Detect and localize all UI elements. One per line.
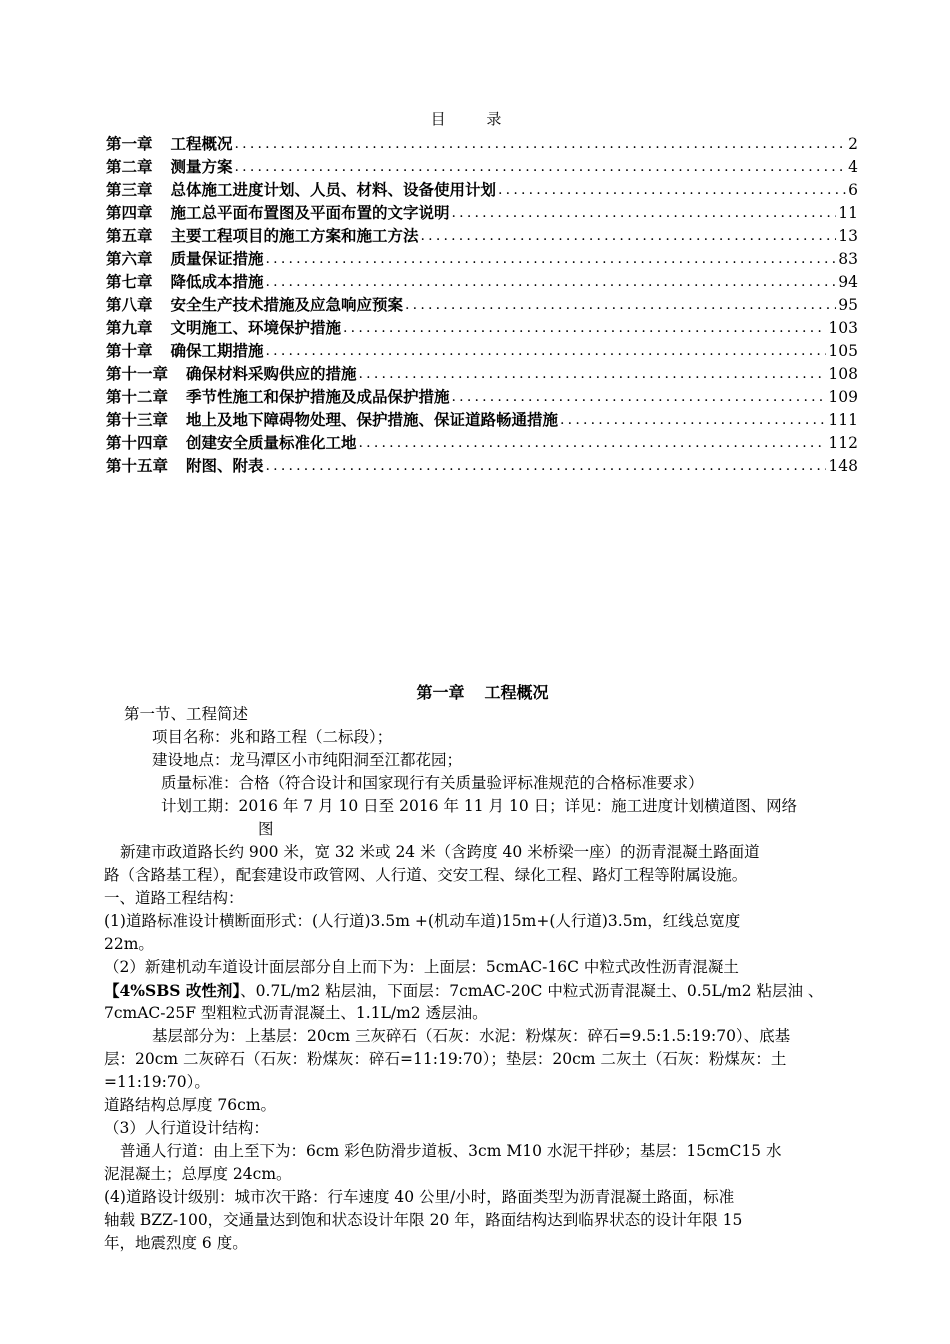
item2-line-3: 7cmAC-25F 型粗粒式沥青混凝土、1.1L/m2 透层油。 (104, 1004, 488, 1022)
item2-line-2-rest: 、0.7L/m2 粘层油，下面层：7cmAC-20C 中粒式沥青混凝土、0.5L/m2 粘层油 、 (240, 982, 824, 1000)
toc-entry[interactable] (106, 246, 858, 269)
toc-chapter-title: 测量方案 (170, 157, 233, 176)
toc-entry-heading (106, 456, 264, 476)
toc-page-number: 94 (838, 273, 858, 291)
schedule-line-2: 图 (258, 820, 274, 838)
toc-entry[interactable] (106, 154, 858, 177)
toc-dot-leader (452, 387, 827, 407)
toc-chapter-title: 附图、附表 (186, 456, 264, 475)
toc-entry[interactable] (106, 200, 858, 223)
toc-chapter-title: 安全生产技术措施及应急响应预案 (170, 295, 404, 314)
toc-chapter-title: 工程概况 (170, 134, 233, 153)
toc-chapter-number: 第十三章 (106, 410, 169, 429)
table-of-contents (106, 131, 858, 476)
toc-entry-heading (106, 203, 450, 223)
toc-page-number: 11 (838, 204, 858, 222)
toc-page-number: 13 (838, 227, 858, 245)
toc-page-number: 4 (848, 158, 858, 176)
toc-dot-leader (235, 157, 847, 177)
toc-entry[interactable] (106, 430, 858, 453)
toc-dot-leader (452, 203, 837, 223)
toc-page-number: 103 (828, 319, 858, 337)
toc-chapter-title: 质量保证措施 (170, 249, 264, 268)
toc-dot-leader (235, 134, 847, 154)
toc-entry-heading (106, 272, 264, 292)
item3-line-2: 泥混凝土；总厚度 24cm。 (104, 1165, 292, 1183)
road-structure-title: 一、道路工程结构： (104, 889, 244, 907)
toc-dot-leader (266, 272, 837, 292)
total-thickness: 道路结构总厚度 76cm。 (104, 1096, 277, 1114)
toc-page-number: 2 (848, 135, 858, 153)
toc-page-number: 95 (838, 296, 858, 314)
toc-dot-leader (266, 249, 837, 269)
item2-line-2 (104, 979, 823, 1003)
toc-chapter-number: 第六章 (106, 249, 153, 268)
toc-chapter-title: 地上及地下障碍物处理、保护措施、保证道路畅通措施 (186, 410, 559, 429)
toc-entry-heading (106, 364, 357, 384)
section-title: 第一节、工程简述 (124, 705, 249, 723)
toc-chapter-number: 第十二章 (106, 387, 169, 406)
item4-line-1: (4)道路设计级别：城市次干路：行车速度 40 公里/小时，路面类型为沥青混凝土路面，标准 (104, 1188, 735, 1206)
item3-line-1: 普通人行道：由上至下为：6cm 彩色防滑步道板、3cm M10 水泥干拌砂；基层：15cmC15 水 (120, 1142, 782, 1160)
toc-entry-heading (106, 433, 357, 453)
toc-page-number: 148 (828, 457, 858, 475)
toc-page-number: 83 (838, 250, 858, 268)
item4-line-3: 年，地震烈度 6 度。 (104, 1234, 248, 1252)
toc-chapter-number: 第十一章 (106, 364, 169, 383)
toc-chapter-number: 第七章 (106, 272, 153, 291)
toc-entry[interactable] (106, 177, 858, 200)
toc-chapter-number: 第十章 (106, 341, 153, 360)
toc-entry[interactable] (106, 384, 858, 407)
toc-entry-heading (106, 226, 419, 246)
description-line-1: 新建市政道路长约 900 米，宽 32 米或 24 米（含跨度 40 米桥梁一座）的沥青混凝土路面道 (120, 843, 760, 861)
toc-dot-leader (498, 180, 846, 200)
toc-dot-leader (266, 456, 827, 476)
description-line-2: 路（含路基工程），配套建设市政管网、人行道、交安工程、绿化工程、路灯工程等附属设施。 (104, 866, 748, 884)
toc-chapter-title: 施工总平面布置图及平面布置的文字说明 (170, 203, 450, 222)
toc-chapter-title: 总体施工进度计划、人员、材料、设备使用计划 (170, 180, 497, 199)
project-name: 项目名称：兆和路工程（二标段）； (152, 728, 393, 746)
toc-entry-heading (106, 180, 496, 200)
item4-line-2: 轴载 BZZ-100，交通量达到饱和状态设计年限 20 年，路面结构达到临界状态的设计年限 15 (104, 1211, 743, 1229)
toc-chapter-number: 第三章 (106, 180, 153, 199)
toc-title: 目 录 (430, 110, 520, 128)
base-line-3: =11:19:70）。 (104, 1073, 210, 1091)
item1-line-1: (1)道路标准设计横断面形式：(人行道)3.5m +(机动车道)15m+(人行道)3.5m，红线总宽度 (104, 912, 741, 930)
toc-chapter-number: 第十四章 (106, 433, 169, 452)
toc-chapter-number: 第二章 (106, 157, 153, 176)
toc-entry[interactable] (106, 292, 858, 315)
toc-chapter-number: 第四章 (106, 203, 153, 222)
toc-entry[interactable] (106, 315, 858, 338)
toc-chapter-number: 第五章 (106, 226, 153, 245)
schedule-line-1: 计划工期：2016 年 7 月 10 日至 2016 年 11 月 10 日；详见：施工进度计划横道图、网络 (161, 797, 798, 815)
toc-page-number: 112 (828, 434, 858, 452)
toc-dot-leader (560, 410, 826, 430)
quality-standard: 质量标准：合格（符合设计和国家现行有关质量验评标准规范的合格标准要求） (161, 774, 704, 792)
toc-chapter-title: 确保工期措施 (170, 341, 264, 360)
toc-entry[interactable] (106, 269, 858, 292)
toc-dot-leader (359, 433, 827, 453)
toc-entry[interactable] (106, 407, 858, 430)
base-line-2: 层：20cm 二灰碎石（石灰：粉煤灰：碎石=11:19:70）；垫层：20cm 二灰土（石灰：粉煤灰：土 (104, 1050, 787, 1068)
toc-entry[interactable] (106, 131, 858, 154)
item2-line-1: （2）新建机动车道设计面层部分自上而下为：上面层：5cmAC-16C 中粒式改性沥青混凝土 (104, 958, 739, 976)
toc-entry-heading (106, 157, 233, 177)
toc-dot-leader (405, 295, 836, 315)
toc-entry-heading (106, 410, 558, 430)
toc-page-number: 109 (828, 388, 858, 406)
toc-entry-heading (106, 134, 233, 154)
toc-dot-leader (343, 318, 826, 338)
toc-entry-heading (106, 341, 264, 361)
toc-entry-heading (106, 318, 341, 338)
toc-entry-heading (106, 249, 264, 269)
toc-chapter-number: 第一章 (106, 134, 153, 153)
item1-line-2: 22m。 (104, 935, 154, 953)
toc-entry[interactable] (106, 223, 858, 246)
sbs-modifier: 【4%SBS 改性剂】 (104, 981, 241, 1000)
toc-entry[interactable] (106, 338, 858, 361)
toc-dot-leader (359, 364, 827, 384)
toc-chapter-title: 创建安全质量标准化工地 (186, 433, 357, 452)
toc-dot-leader (421, 226, 837, 246)
toc-chapter-title: 降低成本措施 (170, 272, 264, 291)
chapter-title: 工程概况 (484, 683, 549, 702)
toc-entry[interactable] (106, 361, 858, 384)
toc-chapter-number: 第八章 (106, 295, 153, 314)
toc-page-number: 6 (848, 181, 858, 199)
toc-page-number: 108 (828, 365, 858, 383)
toc-entry-heading (106, 295, 403, 315)
toc-chapter-title: 主要工程项目的施工方案和施工方法 (170, 226, 419, 245)
chapter-heading (0, 680, 950, 703)
toc-chapter-number: 第九章 (106, 318, 153, 337)
toc-chapter-title: 文明施工、环境保护措施 (170, 318, 342, 337)
toc-entry[interactable] (106, 453, 858, 476)
chapter-number: 第一章 (416, 683, 465, 702)
toc-chapter-title: 季节性施工和保护措施及成品保护措施 (186, 387, 450, 406)
toc-page-number: 105 (828, 342, 858, 360)
toc-page-number: 111 (828, 411, 858, 429)
toc-chapter-number: 第十五章 (106, 456, 169, 475)
toc-chapter-title: 确保材料采购供应的措施 (186, 364, 357, 383)
item3-title: （3）人行道设计结构： (104, 1119, 269, 1137)
construction-location: 建设地点：龙马潭区小市纯阳洞至江都花园； (152, 751, 463, 769)
toc-dot-leader (266, 341, 827, 361)
toc-entry-heading (106, 387, 450, 407)
base-line-1: 基层部分为：上基层：20cm 三灰碎石（石灰：水泥：粉煤灰：碎石=9.5:1.5:19:70）、底基 (152, 1027, 791, 1045)
